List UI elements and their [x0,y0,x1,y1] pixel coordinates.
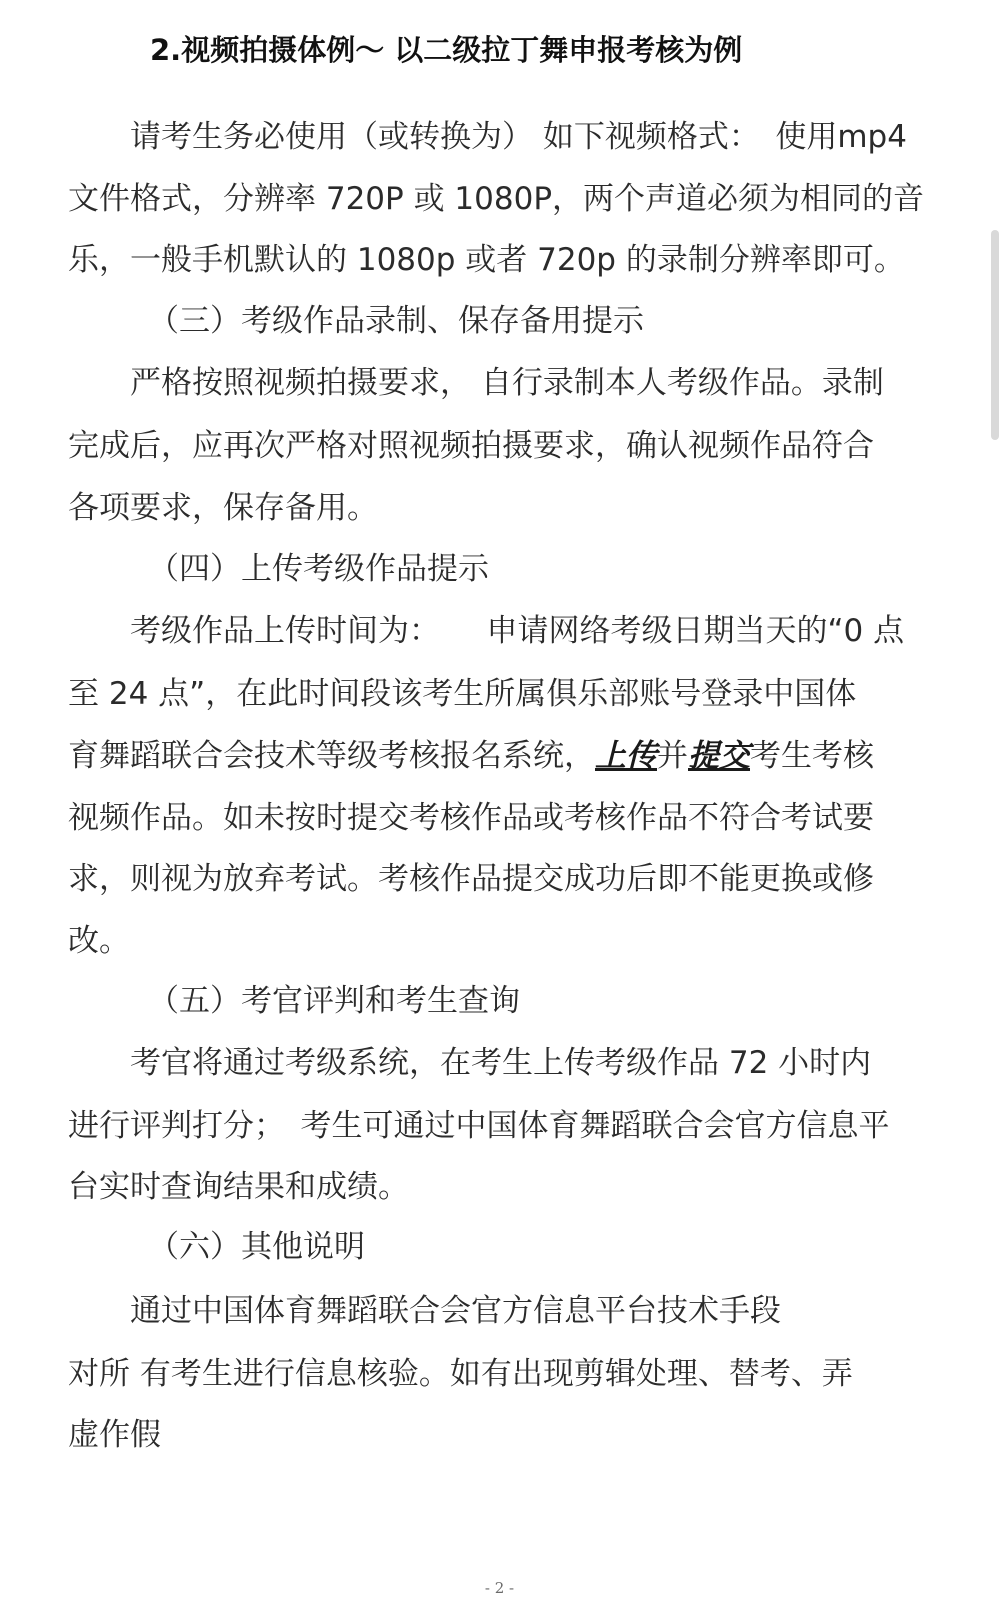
text-line-11 [68,734,874,778]
text-line-11-post: 考生考核 [750,738,874,774]
text-line-21: 对所 有考生进行信息核验。如有出现剪辑处理、替考、弄 [68,1356,853,1392]
subheading-three: （三）考级作品录制、保存备用提示 [148,303,644,339]
text-line-11-pre: 育舞蹈联合会技术等级考核报名系统， [68,738,595,774]
text-line-14: 改。 [68,923,130,959]
text-line-9: 考级作品上传时间为： 申请网络考级日期当天的“0 点 [130,613,905,649]
text-line-16: 考官将通过考级系统，在考生上传考级作品 72 小时内 [130,1045,872,1081]
text-line-3: 乐，一般手机默认的 1080p 或者 720p 的录制分辨率即可。 [68,242,905,278]
text-line-11-mid: 并 [657,738,688,774]
section-heading: 2.视频拍摄体例～ 以二级拉丁舞申报考核为例 [150,33,743,67]
text-line-13: 求，则视为放弃考试。考核作品提交成功后即不能更换或修 [68,861,874,897]
emphasis-upload: 上传 [595,738,657,774]
subheading-five: （五）考官评判和考生查询 [148,983,520,1019]
text-line-6: 完成后，应再次严格对照视频拍摄要求，确认视频作品符合 [68,428,874,464]
text-line-18: 台实时查询结果和成绩。 [68,1169,409,1205]
text-line-22: 虚作假 [68,1417,161,1453]
text-line-10: 至 24 点”，在此时间段该考生所属俱乐部账号登录中国体 [68,676,857,712]
text-line-7: 各项要求，保存备用。 [68,490,378,526]
text-line-17: 进行评判打分； 考生可通过中国体育舞蹈联合会官方信息平 [68,1108,890,1144]
text-line-5: 严格按照视频拍摄要求， 自行录制本人考级作品。录制 [130,365,884,401]
subheading-four: （四）上传考级作品提示 [148,551,489,587]
text-line-12: 视频作品。如未按时提交考核作品或考核作品不符合考试要 [68,800,874,836]
text-line-1: 请考生务必使用（或转换为） 如下视频格式： 使用mp4 [130,119,907,155]
subheading-six: （六）其他说明 [148,1229,365,1265]
text-line-2: 文件格式，分辨率 720P 或 1080P，两个声道必须为相同的音 [68,181,925,217]
text-line-20: 通过中国体育舞蹈联合会官方信息平台技术手段 [130,1293,781,1329]
page-number: - 2 - [484,1579,515,1597]
emphasis-submit: 提交 [688,738,750,774]
scrollbar-thumb[interactable] [991,230,999,440]
